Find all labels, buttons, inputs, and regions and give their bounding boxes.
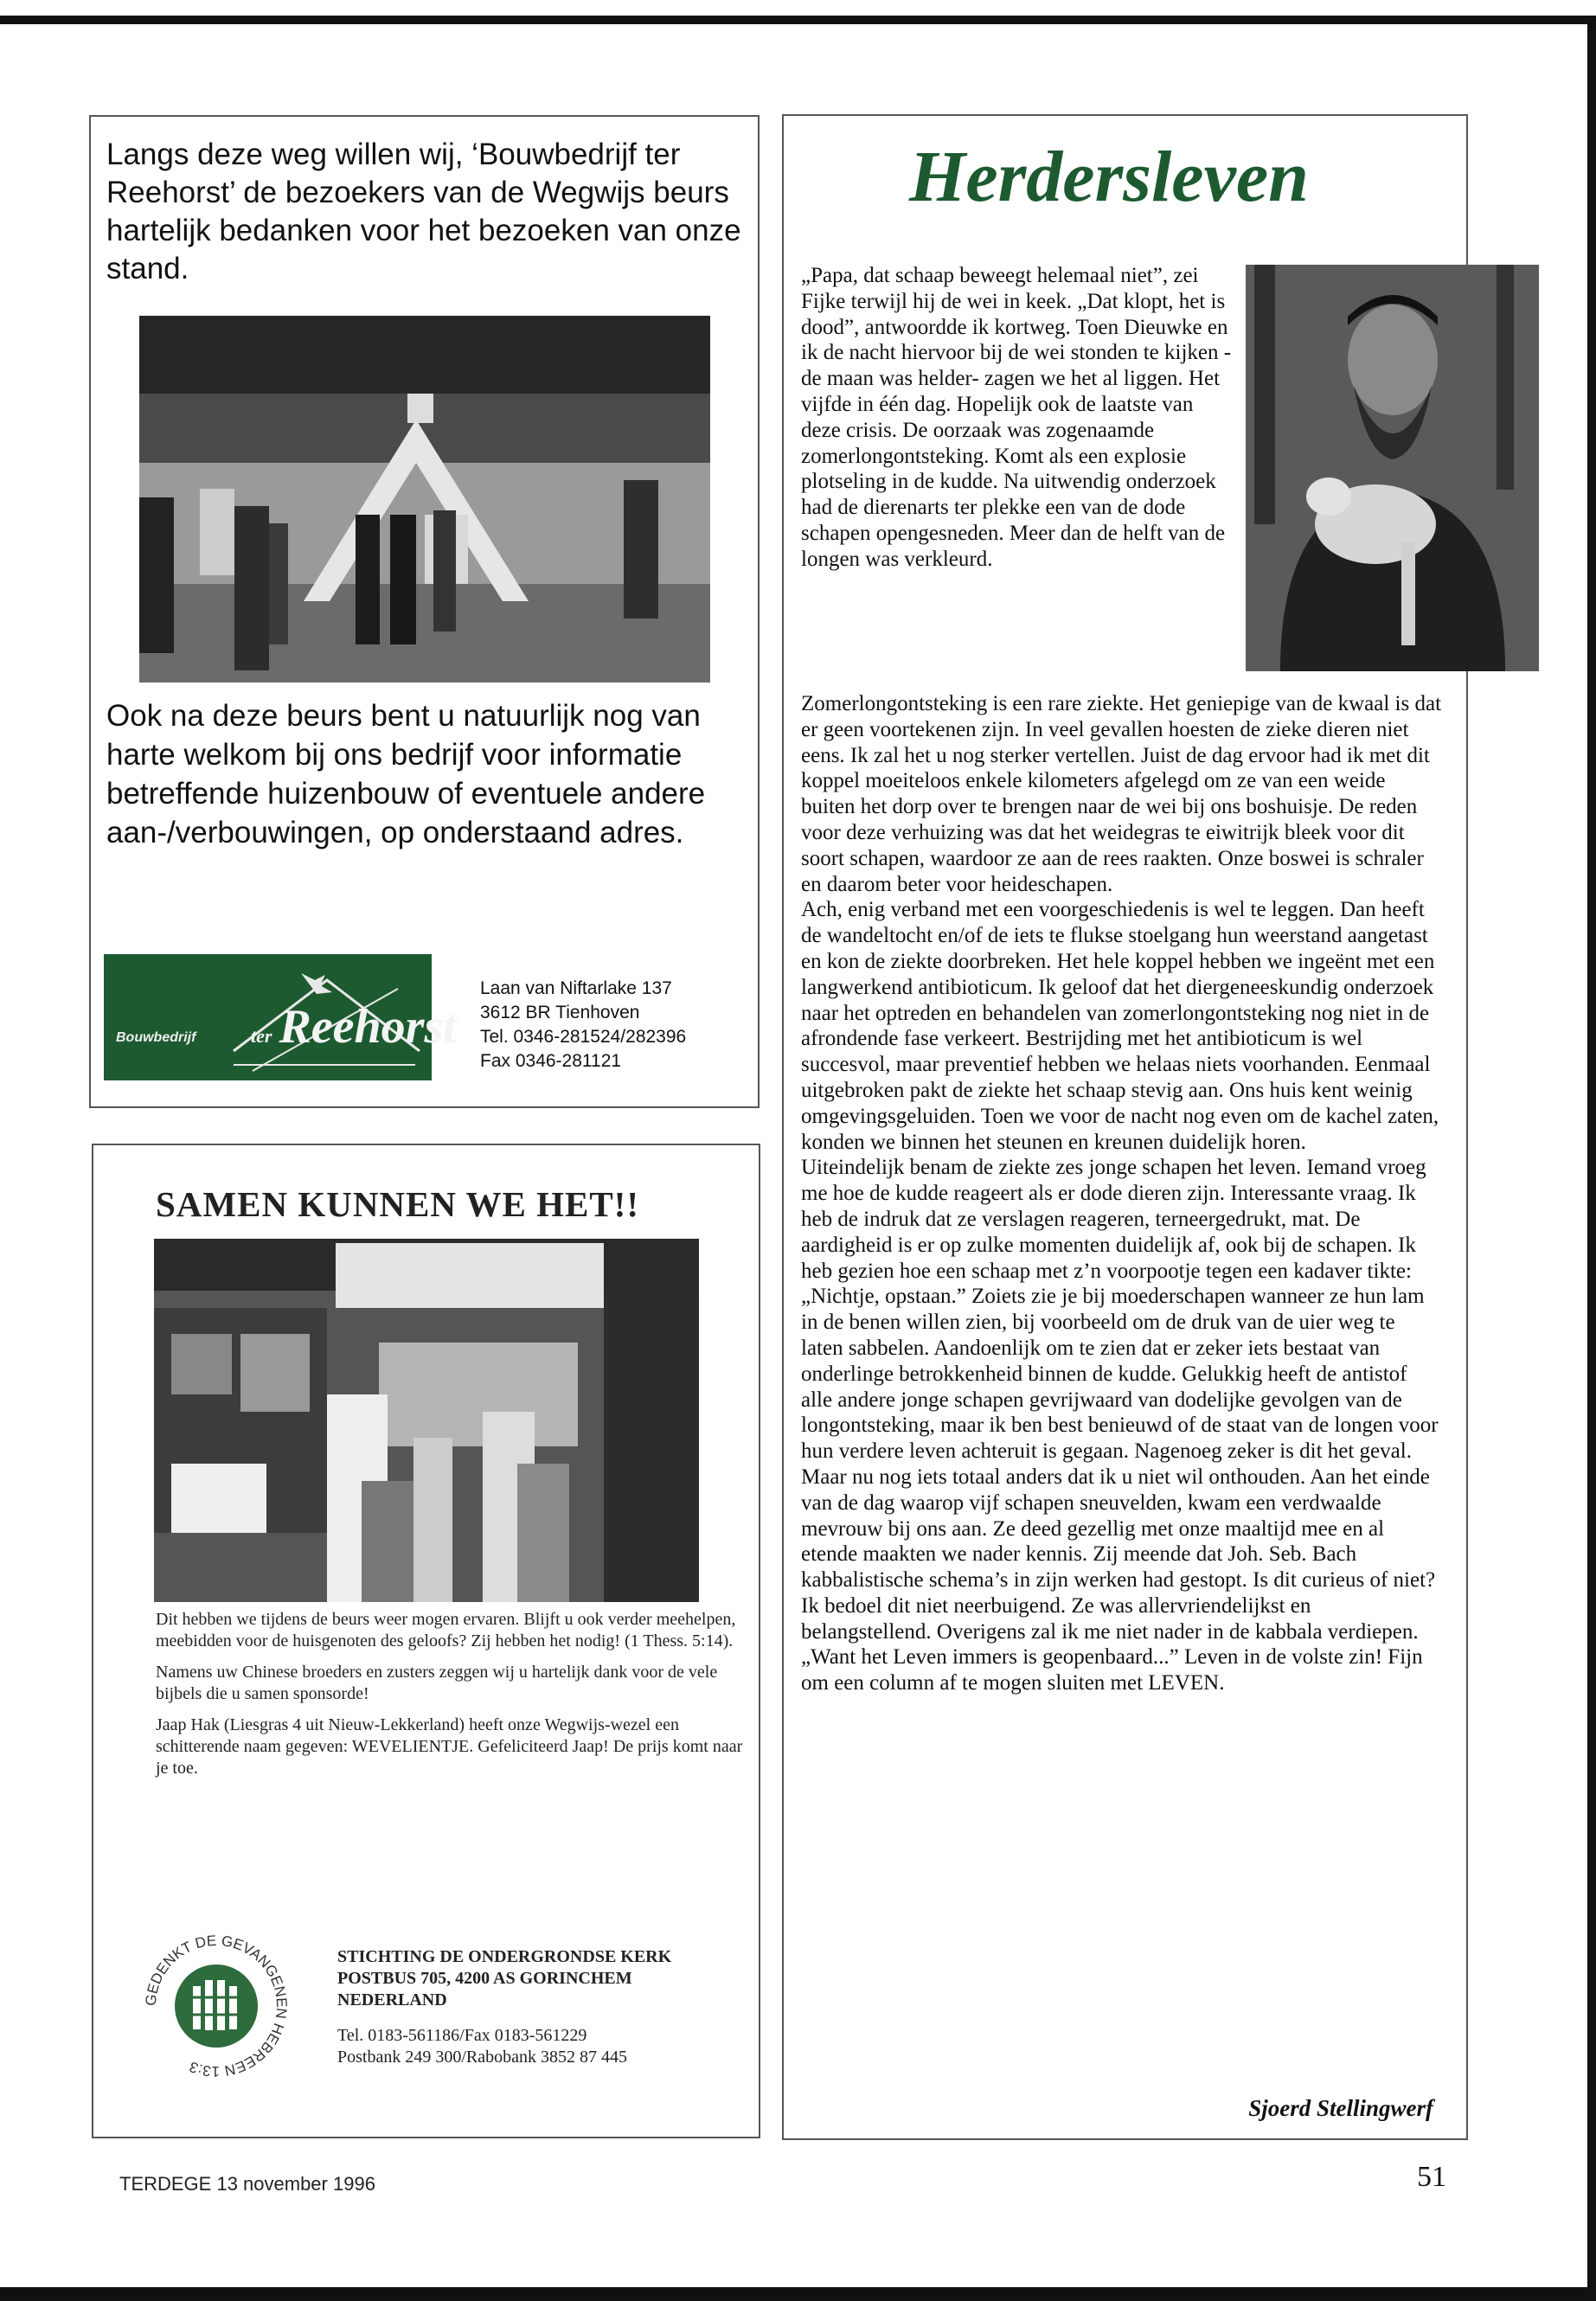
fair-stand-photo xyxy=(139,316,710,683)
herdersleven-column xyxy=(782,114,1468,2140)
org-name: STICHTING DE ONDERGRONDSE KERK xyxy=(337,1947,672,1966)
booth-visitors-photo-drawing xyxy=(154,1239,699,1602)
ad2-paragraph: Jaap Hak (Liesgras 4 uit Nieuw-Lekkerland) heeft onze Wegwijs-wezel een schitterende naam gegeven: WEVELIENTJE. Gefeliciteerd Jaap! De prijs komt naar je toe. xyxy=(156,1715,743,1778)
address-city: 3612 BR Tienhoven xyxy=(480,1003,640,1022)
ad2-body-text xyxy=(156,1609,744,1789)
raised-hands-seal-icon xyxy=(143,1932,290,2080)
ad2-paragraph: Namens uw Chinese broeders en zusters zeggen wij u hartelijk dank voor de vele bijbels die u samen sponsorde! xyxy=(156,1663,718,1703)
org-country: NEDERLAND xyxy=(337,1990,447,2009)
address-street: Laan van Niftarlake 137 xyxy=(480,978,672,998)
reehorst-logo xyxy=(104,954,457,1080)
logo-company-prefix: Bouwbedrijf xyxy=(116,1030,196,1045)
logo-company-name xyxy=(251,999,457,1054)
publication-footer: TERDEGE 13 november 1996 xyxy=(119,2173,375,2195)
seal-text: GEDENKT DE GEVANGENEN HEBREEN 13:3 xyxy=(143,1932,290,2080)
logo-ter: ter xyxy=(251,1025,272,1047)
page-edge-top xyxy=(0,16,1596,24)
column-signature: Sjoerd Stellingwerf xyxy=(1248,2095,1433,2121)
shepherd-with-lamb-photo-drawing xyxy=(1246,265,1539,671)
reehorst-intro-text: Langs deze weg willen wij, ‘Bouwbedrijf ter Reehorst’ de bezoekers van de Wegwijs beurs hartelijk bedanken voor het bezoeken van onze stand. xyxy=(106,138,741,285)
reehorst-outro-text: Ook na deze beurs bent u natuurlijk nog van harte welkom bij ons bedrijf voor informatie betreffende huizenbouw of eventuele andere aan-/verbouwingen, op onderstaand adres. xyxy=(106,699,706,849)
reehorst-advertisement xyxy=(89,115,760,1108)
column-paragraph: Ach, enig verband met een voorgeschiedenis is wel te leggen. Dan heeft de wandeltocht en/of de iets te flukse stoelgang hun weerstand aangetast en kon de ziekte doorbreken. Het hele koppel hebben we ingeënt met een langwerkend antibioticum. Ik geloof dat het diergeneeskundig onderzoek naar het optreden en behandelen van zomerlongontsteking nog niet in de afrondende fase verkeert. Bestrijding met het antibioticum is wel succesvol, maar preventief hebben we helaas niets voorhanden. Eenmaal uitgebroken pakt de ziekte het schaap stevig aan. Ons huis kent weinig omgevingsgeluiden. Toen we voor de nacht nog even om de kachel zaten, konden we binnen het steunen en kreunen duidelijk horen. xyxy=(801,898,1439,1154)
gedenkt-de-gevangenen-seal xyxy=(143,1932,290,2080)
logo-reehorst: Reehorst xyxy=(279,1000,457,1054)
org-postbus: POSTBUS 705, 4200 AS GORINCHEM xyxy=(337,1969,632,1988)
ad2-title: SAMEN KUNNEN WE HET!! xyxy=(156,1184,639,1224)
stichting-contact-block xyxy=(337,1946,735,2068)
column-paragraph: Zomerlongontsteking is een rare ziekte. Het geniepige van de kwaal is dat er geen voortekenen zijn. In veel gevallen hoesten de zieke dieren niet eens. Ik zal het u nog sterker vertellen. Juist de dag ervoor had ik met dit koppel moeiteloos enkele kilometers afgelegd om ze van een weide buiten het dorp over te brengen naar de wei bij ons boshuisje. De reden voor deze verhuizing was dat het weidegras te eiwitrijk bleek voor dit soort schapen, waardoor ze aan de rees raakten. Onze boswei is schraler en daarom beter voor heideschapen. xyxy=(801,692,1442,896)
ad2-paragraph: Dit hebben we tijdens de beurs weer mogen ervaren. Blijft u ook verder meehelpen, meebidden voor de huisgenoten des geloofs? Zij hebben het nodig! (1 Thess. 5:14). xyxy=(156,1610,736,1650)
column-first-paragraph: „Papa, dat schaap beweegt helemaal niet”, zei Fijke terwijl hij de wei in keek. „Dat klopt, het is dood”, antwoordde ik kortweg. Toen Dieuwke en ik de nacht hiervoor bij de wei stonden te kijken -de maan was helder- zagen we het al liggen. Het vijfde in één dag. Hopelijk ook de laatste van deze crisis. De oorzaak was zogenaamde zomerlongontsteking. Komt als een explosie plotseling in de kudde. Na uitwendig onderzoek had de dierenarts ter plekke een van de dode schapen opengesneden. Meer dan de helft van de longen was verkleurd. xyxy=(801,264,1232,571)
address-fax: Fax 0346-281121 xyxy=(480,1051,622,1071)
column-body xyxy=(801,691,1441,1696)
page-edge-right xyxy=(1587,16,1596,2301)
fair-stand-photo-drawing xyxy=(139,316,710,683)
org-phone-fax: Tel. 0183-561186/Fax 0183-561229 xyxy=(337,2026,587,2045)
column-paragraph: Maar nu nog iets totaal anders dat ik u niet wil onthouden. Aan het einde van de dag waarop vijf schapen sneuvelden, kwam een verdwaalde mevrouw bij ons aan. Ze deed gezellig met onze maaltijd mee en al etende maakten we nader kennis. Zij meende dat Joh. Seb. Bach kabbalistische schema’s in zijn werken had gestopt. Is dit curieus of niet? Ik bedoel dit niet neerbuigend. Ze was allervriendelijkst en belangstellend. Overigens zal ik me niet nader in de kabbala verdiepen. „Want het Leven immers is geopenbaard...” Leven in de volste zin! Fijn om een column af te mogen sluiten met LEVEN. xyxy=(801,1465,1436,1695)
column-title: Herdersleven xyxy=(909,137,1309,217)
address-phone: Tel. 0346-281524/282396 xyxy=(480,1027,687,1047)
shepherd-with-lamb-photo xyxy=(1246,265,1539,671)
org-bank: Postbank 249 300/Rabobank 3852 87 445 xyxy=(337,2048,627,2067)
page-number: 51 xyxy=(1417,2161,1446,2193)
page-edge-bottom xyxy=(0,2287,1596,2301)
ondergrondse-kerk-advertisement xyxy=(92,1144,760,2138)
reehorst-address xyxy=(480,977,686,1074)
booth-visitors-photo xyxy=(154,1239,699,1602)
column-paragraph: Uiteindelijk benam de ziekte zes jonge schapen het leven. Iemand vroeg me hoe de kudde reageert als er dode dieren zijn. Interessante vraag. Ik heb de indruk dat ze verslagen reageren, terneergedrukt, mat. De aardigheid is er op zulke momenten duidelijk af, ook bij de schapen. Ik heb gezien hoe een schaap met z’n voorpootje tegen een kadaver tikte: „Nichtje, opstaan.” Zoiets zie je bij moederschapen wanneer ze hun lam in de benen willen zien, bij voorbeeld om de druk van de uier weg te laten sabbelen. Aandoenlijk om te zien dat er zeker iets bestaat van onderlinge betrokkenheid binnen de kudde. Gelukkig heeft de antistof alle andere jonge schapen gevrijwaard van dodelijke gevolgen van de longontsteking, maar ik ben best benieuwd of de staat van de longen voor hun verdere leven achteruit is gegaan. Nagenoeg zeker is dit het geval. xyxy=(801,1156,1439,1464)
